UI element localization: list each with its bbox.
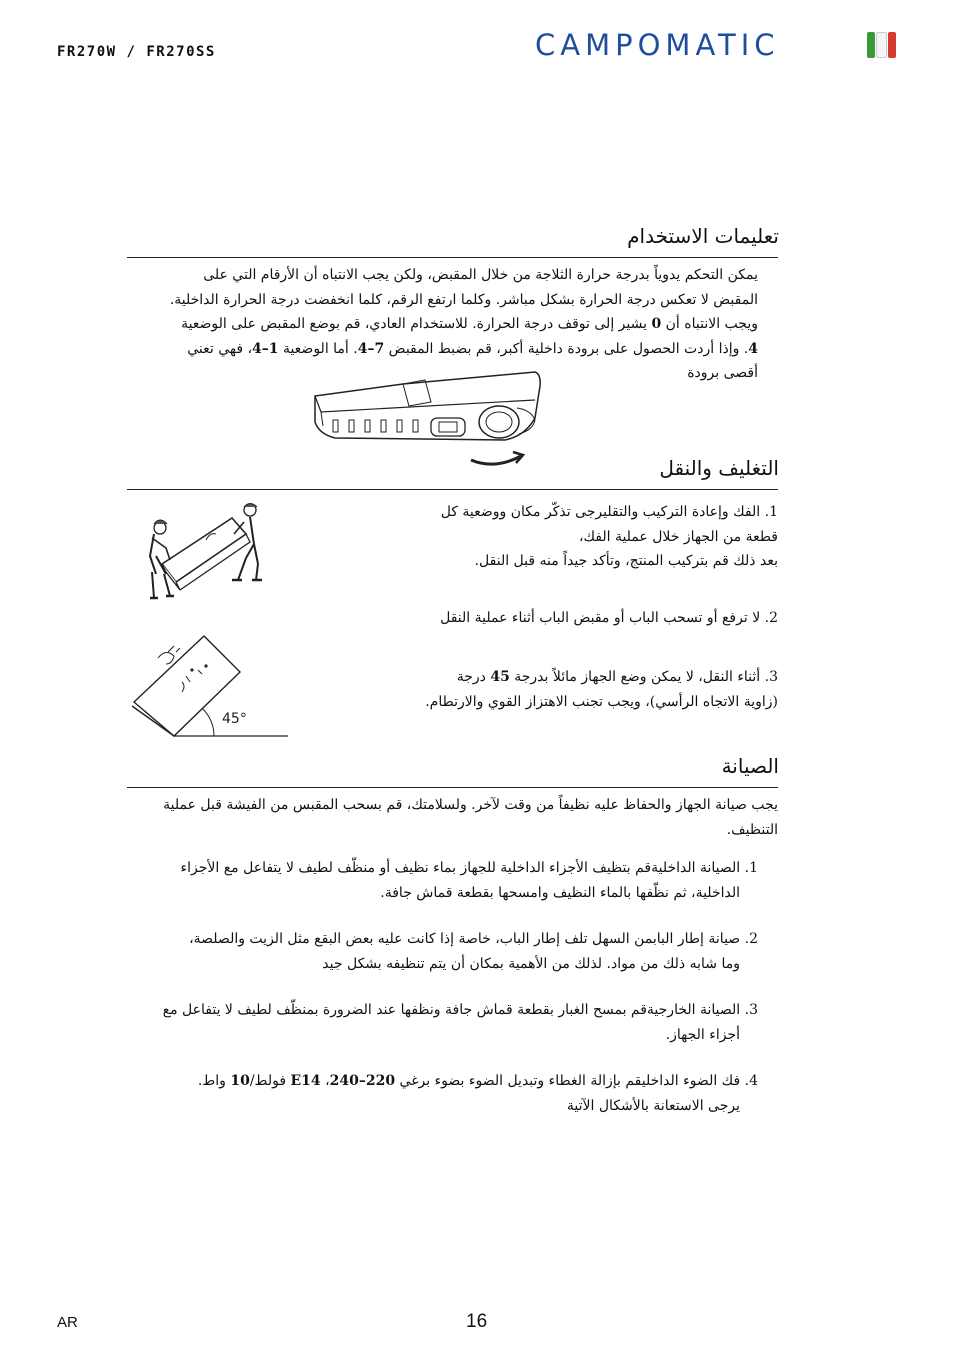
lamp-wattage: 10 xyxy=(230,1073,250,1089)
usage-line-4 xyxy=(118,337,758,362)
flag-stripe-white xyxy=(876,32,886,58)
maintenance-item-3-line-2: أجزاء الجهاز. xyxy=(665,1026,740,1043)
maintenance-item-1-line-2: الداخلية، ثم نظّفها بالماء النظيف وامسحها بقطعة قماش جافة. xyxy=(380,884,740,901)
moving-item-3 xyxy=(338,665,778,714)
moving-item-3-line-2: (زاوية الاتجاه الرأسي)، ويجب تجنب الاهتزاز القوي والارتطام. xyxy=(425,693,778,710)
maintenance-item-4-volt: فولط/ xyxy=(249,1073,291,1089)
usage-line-3 xyxy=(118,312,758,337)
maintenance-item-3 xyxy=(118,998,758,1047)
maintenance-item-4-line-2: يرجى الاستعانة بالأشكال الآتية xyxy=(566,1097,740,1114)
usage-divider xyxy=(127,257,778,258)
maintenance-item-1-line-1: 1. الصيانة الداخليةقم بتظيف الأجزاء الداخلية للجهاز بماء نظيف أو منظّف لطيف لا يتفاعل مع الأجزاء xyxy=(180,860,758,876)
usage-range-7-4: 7–4 xyxy=(357,340,385,357)
maintenance-item-4 xyxy=(118,1069,758,1118)
maintenance-item-2-line-2: وما شابه ذلك من مواد. لذلك من الأهمية بمكان أن يتم تنظيفه بشكل جيد xyxy=(322,955,740,972)
italy-flag-icon xyxy=(867,32,897,58)
moving-divider xyxy=(127,489,778,490)
maintenance-item-4-line-1 xyxy=(118,1069,758,1094)
usage-line-3c: يشير إلى توقف درجة الحرارة. للاستخدام العادي، قم بوضع المقبض على الوضعية xyxy=(181,316,652,332)
angle-label: 45° xyxy=(222,711,247,727)
maintenance-item-2-line-1: 2. صيانة إطار البابمن السهل تلف إطار الباب، خاصة إذا كانت عليه بعض البقع مثل الزيت والصلصة، xyxy=(189,931,758,947)
maintenance-intro xyxy=(138,793,778,842)
maintenance-intro-line-1: يجب صيانة الجهاز والحفاظ عليه نظيفاً من وقت لآخر. ولسلامتك، قم بسحب المقبس من الفيشة قبل عملية xyxy=(163,797,778,813)
moving-item-1 xyxy=(358,500,778,574)
page-number: 16 xyxy=(466,1311,488,1332)
flag-stripe-red xyxy=(888,32,896,58)
usage-range-1-4: 1–4 xyxy=(252,340,279,357)
maintenance-item-4-watt: واط. xyxy=(197,1073,231,1089)
footer-language: AR xyxy=(57,1314,78,1331)
moving-item-1-line-1: 1. الفك وإعادة التركيب والتقليرجى تذكّر مكان ووضعية كل xyxy=(440,504,778,520)
lamp-socket: E14 xyxy=(290,1073,321,1089)
two-men-carrying-illustration xyxy=(140,500,266,602)
maintenance-divider xyxy=(127,787,778,788)
thermostat-illustration xyxy=(305,362,545,474)
usage-title: تعليمات الاستخدام xyxy=(627,224,779,248)
usage-line-4f: ، فهي تعني xyxy=(187,340,252,357)
usage-line-1: يمكن التحكم يدوياً بدرجة حرارة الثلاجة من خلال المقبض، ولكن يجب الانتباه أن الأرقام التي على xyxy=(203,267,758,283)
maintenance-item-3-line-1: 3. الصيانة الخارجيةقم بمسح الغبار بقطعة قماش جافة ونظفها عند الضرورة بمنظّف لطيف لا يتفاعل مع xyxy=(162,1002,758,1018)
moving-item-1-line-3: بعد ذلك قم بتركيب المنتج، وتأكد جيداً منه قبل النقل. xyxy=(474,553,778,569)
maintenance-intro-line-2: التنظيف. xyxy=(726,821,778,838)
usage-line-3a: ويجب الانتباه أن xyxy=(661,316,758,332)
brand-name: CAMPOMATIC xyxy=(535,28,780,62)
usage-line-4b: . وإذا أردت الحصول على برودة داخلية أكبر، قم بضبط المقبض xyxy=(384,340,749,357)
brand-logo xyxy=(535,28,900,62)
moving-item-3-line-1a: 3. أثناء النقل، لا يمكن وضع الجهاز مائلاً بدرجة xyxy=(509,669,778,685)
usage-line-5: أقصى برودة xyxy=(687,365,758,381)
moving-item-2: 2. لا ترفع أو تسحب الباب أو مقبض الباب أثناء عملية النقل xyxy=(440,610,778,626)
moving-angle-value: 45 xyxy=(490,669,510,685)
maintenance-title: الصيانة xyxy=(721,754,779,778)
flag-stripe-green xyxy=(867,32,875,58)
maintenance-item-2 xyxy=(118,927,758,976)
moving-title: التغليف والنقل xyxy=(659,456,779,480)
moving-item-1-line-2: قطعة من الجهاز خلال عملية الفك، xyxy=(578,528,778,545)
maintenance-item-4-sep: ، xyxy=(320,1073,330,1089)
usage-line-4d: . أما الوضعية xyxy=(278,340,358,357)
model-number: FR270W / FR270SS xyxy=(57,44,216,60)
maintenance-item-4-line-1a: 4. فك الضوء الداخليقم بإزالة الغطاء وتبديل الضوء بضوء برغي xyxy=(395,1073,758,1089)
moving-item-3-line-1 xyxy=(338,665,778,690)
moving-item-3-line-1c: درجة xyxy=(456,669,491,685)
usage-line-2: المقبض لا تعكس درجة الحرارة بشكل مباشر. وكلما ارتفع الرقم، كلما انخفضت درجة الحرارة الداخلية. xyxy=(169,291,758,308)
tilt-angle-illustration xyxy=(128,630,293,740)
maintenance-item-1 xyxy=(118,856,758,905)
lamp-voltage: 220–240 xyxy=(329,1073,396,1089)
usage-zero: 0 xyxy=(651,316,662,332)
usage-position-4: 4 xyxy=(748,340,758,357)
